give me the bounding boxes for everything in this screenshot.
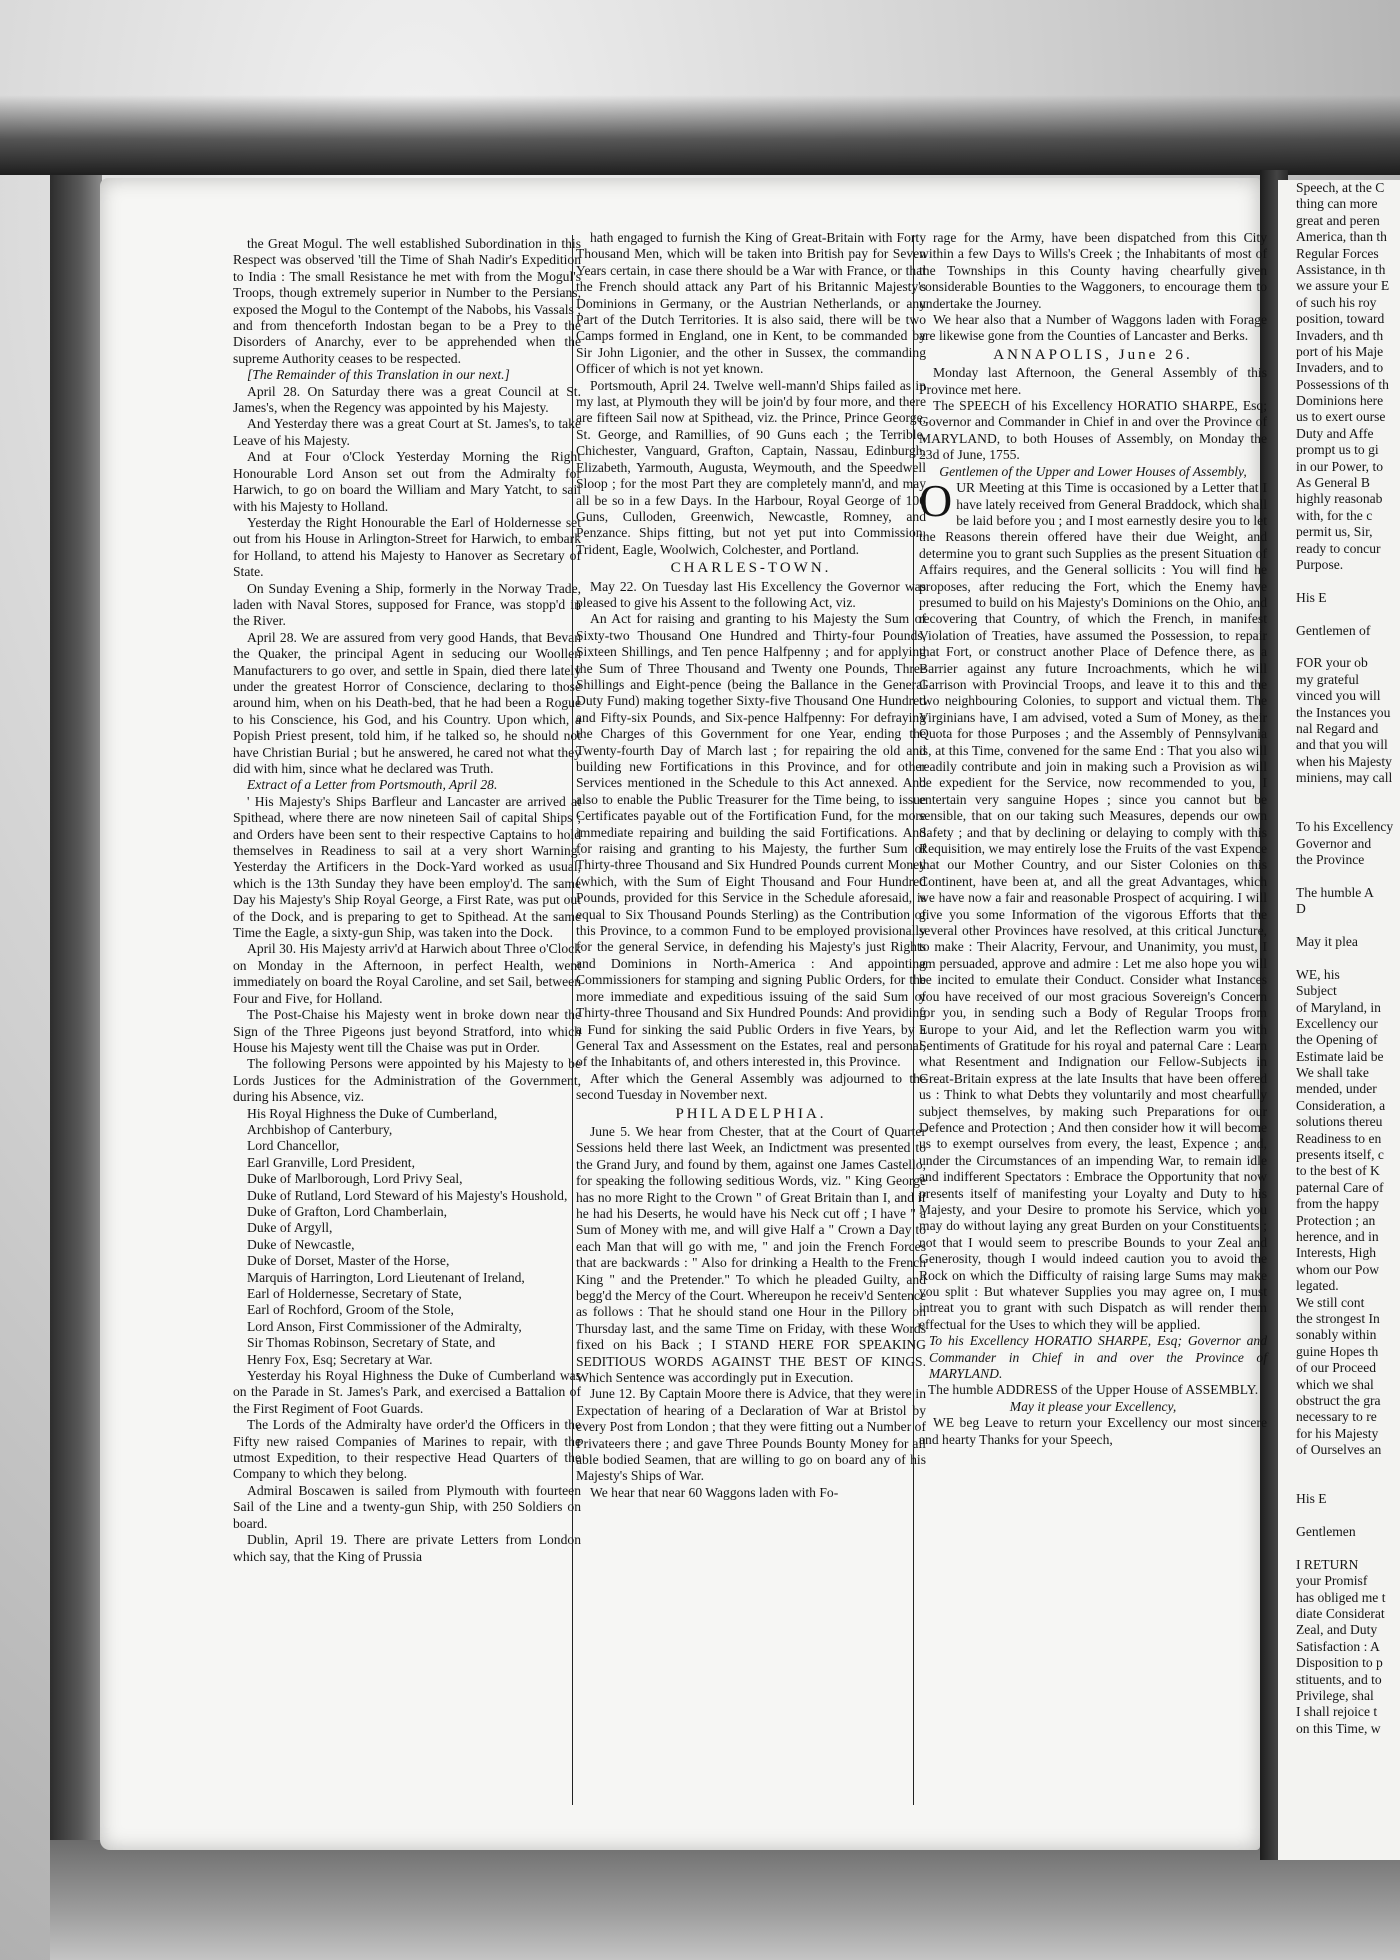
next-page-line: Duty and Affe bbox=[1296, 425, 1374, 441]
c1-list-paragraph: Duke of Newcastle, bbox=[247, 1236, 355, 1252]
next-page-fragment bbox=[1278, 180, 1400, 1860]
next-page-line: which we shal bbox=[1296, 1376, 1374, 1392]
next-page-line: the Province bbox=[1296, 852, 1365, 868]
next-page-line: I shall rejoice t bbox=[1296, 1704, 1378, 1720]
c3-c-paragraph: WE beg Leave to return your Excellency our most sincere and hearty Thanks for your Speech, bbox=[919, 1415, 1267, 1447]
c2-b-paragraph: An Act for raising and granting to his Majesty the Sum of Sixty-two Thousand One Hundred and Thirty-four Pounds, Sixteen Shillings, and Ten pence Halfpenny ; and for applying the Sum of Three Thousand and Twenty one Pounds, Three Shillings and Eight-pence (being the Ballance in the General Duty Fund) making together Sixty-five Thousand One Hundred and Fifty-six Pounds, and Six-pence Halfpenny: For defraying the Charges of this Government for one Year, ending the Twenty-fourth Day of March last ; for repairing the old and building new Fortifications in this Province, and for other Services mentioned in the Schedule to this Act annexed. And also to enable the Public Treasurer for the Time being, to issue Certificates payable out of the Fortification Fund, for the more immediate repairing and building the said Fortifications. And for raising and granting to his Majesty, the further Sum of Thirty-three Thousand and Six Hundred Pounds current Money (which, with the Sum of Eight Thousand and Four Hundred Pounds, provided for this Service in the Schedule aforesaid, is equal to Six Thousand Pounds Sterling) as the Contribution of this Province, to a common Fund to be employed provisionally for the general Service, in defending his Majesty's just Rights and Dominions in North-America : And appointing Commissioners for stamping and signing Public Orders, for the more immediate and expeditious issuing of the said Sum of Thirty-three Thousand and Six Hundred Pounds: And providing a Fund for sinking the said Public Orders in five Years, by a General Tax and Assessment on the Estates, real and personal, of the Inhabitants of, and others interested in, this Province. bbox=[576, 611, 926, 1070]
next-page-line: the Opening of bbox=[1296, 1032, 1378, 1048]
next-page-line: Speech, at the C bbox=[1296, 180, 1385, 195]
next-page-line: of Ourselves an bbox=[1296, 1442, 1382, 1458]
next-page-line: Governor and bbox=[1296, 835, 1372, 851]
next-page-line: Dominions here bbox=[1296, 393, 1384, 409]
next-page-line: from the happy bbox=[1296, 1196, 1380, 1212]
heading-annapolis: ANNAPOLIS, June 26. bbox=[993, 346, 1193, 363]
next-page-line: whom our Pow bbox=[1296, 1261, 1380, 1277]
c1-tail-paragraph: Yesterday his Royal Highness the Duke of Cumberland was on the Parade in St. James's Park, and exercised a Battalion of the First Regiment of Foot Guards. bbox=[233, 1368, 581, 1416]
c1-main-paragraph: April 28. On Saturday there was a great Council at St. James's, when the Regency was appointed by his Majesty. bbox=[233, 383, 581, 416]
c1-tail-paragraph: Admiral Boscawen is sailed from Plymouth with fourteen Sail of the Line and a twenty-gun Ship, with 250 Soldiers on board. bbox=[233, 1482, 581, 1531]
philadelphia-news bbox=[576, 1124, 926, 1501]
next-page-line: Regular Forces bbox=[1296, 245, 1379, 261]
next-page-line: to the best of K bbox=[1296, 1163, 1380, 1179]
next-page-line: and that you will bbox=[1296, 737, 1388, 753]
c2-c-paragraph: June 12. By Captain Moore there is Advice, that they were in Expectation of hearing of a Declaration of War at Bristol by every Post from London ; that they were fitting out a Number of Privateers there ; and gave Three Pounds Bounty Money for all able bodied Seamen, that are willing to go on board any of his Majesty's Ships of War. bbox=[576, 1386, 926, 1484]
next-page-line: my grateful bbox=[1296, 671, 1360, 687]
next-page-line: mended, under bbox=[1296, 1081, 1377, 1097]
next-page-line: stituents, and to bbox=[1296, 1671, 1382, 1687]
next-page-line: legated. bbox=[1296, 1278, 1339, 1294]
c3-c-paragraph: To his Excellency HORATIO SHARPE, Esq; Governor and Commander in Chief in and over the Province of MARYLAND. bbox=[929, 1333, 1267, 1382]
next-page-line: diate Considerat bbox=[1296, 1605, 1385, 1621]
next-page-line bbox=[1296, 606, 1400, 622]
next-page-line: To his Excellency bbox=[1296, 819, 1394, 835]
c1-main-paragraph: April 28. We are assured from very good Hands, that Bevan the Quaker, the principal Agent in seducing our Woollen Manufacturers to go over, and settle in Spain, died there lately under the greatest Horror of Conscience, declaring to those around him, when on his Death-bed, that he had been a Rogue to his Conscience, his God, and his Country. Upon which, a Popish Priest present, told him, if he talked so, he should not have Christian Burial ; but he answered, he cared not what they did with him, since what he declared was Truth. bbox=[233, 629, 581, 776]
c1-main-paragraph: The Post-Chaise his Majesty went in broke down near the Sign of the Three Pigeons just beyond Stratford, into which House his Majesty went till the Chaise was put in Order. bbox=[233, 1007, 581, 1055]
c1-main-paragraph: [The Remainder of this Translation in our next.] bbox=[247, 367, 510, 383]
next-page-line bbox=[1296, 1540, 1400, 1556]
next-page-line: of such his roy bbox=[1296, 294, 1377, 310]
c1-main-paragraph: April 30. His Majesty arriv'd at Harwich about Three o'Clock on Monday in the Afternoon, in perfect Health, went immediately on board the Royal Caroline, and set Sail, between Four and Five, for Holland. bbox=[233, 941, 581, 1006]
next-page-line: WE, his bbox=[1296, 966, 1340, 982]
next-page-line bbox=[1296, 1458, 1400, 1474]
next-page-line: solutions thereu bbox=[1296, 1114, 1383, 1130]
next-page-line: ready to concur bbox=[1296, 540, 1381, 556]
next-page-line: with, for the c bbox=[1296, 507, 1373, 523]
c1-list-paragraph: Lord Anson, First Commissioner of the Admiralty, bbox=[247, 1318, 522, 1334]
next-page-line: Purpose. bbox=[1296, 556, 1344, 572]
next-page-line: your Promisf bbox=[1296, 1573, 1368, 1589]
next-page-line: necessary to re bbox=[1296, 1409, 1377, 1425]
next-page-line: in our Power, to bbox=[1296, 458, 1384, 474]
c1-main-paragraph: Yesterday the Right Honourable the Earl of Holdernesse set out from his House in Arlington-Street for Harwich, to embark for Holland, to attend his Majesty to Hanover as Secretary of State. bbox=[233, 514, 581, 580]
heading-charles-town: CHARLES-TOWN. bbox=[670, 560, 832, 577]
c1-list-paragraph: Duke of Marlborough, Lord Privy Seal, bbox=[247, 1171, 463, 1187]
lords-justices-list bbox=[233, 1106, 581, 1369]
next-page-line bbox=[1296, 639, 1400, 655]
next-page-line: of our Proceed bbox=[1296, 1360, 1377, 1376]
next-page-line: herence, and in bbox=[1296, 1229, 1379, 1244]
next-page-line bbox=[1296, 1508, 1400, 1524]
next-page-line: Invaders, and th bbox=[1296, 327, 1384, 343]
next-page-line: sonably within bbox=[1296, 1327, 1377, 1343]
next-page-line: Protection ; an bbox=[1296, 1212, 1376, 1228]
next-page-line: when his Majesty bbox=[1296, 753, 1392, 769]
column-2-articles bbox=[576, 230, 926, 558]
c1-main-paragraph: the Great Mogul. The well established Subordination in this Respect was observed 'till the Time of Shah Nadir's Expedition to India : The small Resistance he met with from the Mogul's Troops, though extremely superior in Number to the Persians, exposed the Mogul to the Contempt of the Nabobs, his Vassals ; and from thenceforth Indostan began to be a Prey to the Disorders of Anarchy, ever to be apprehended when the supreme Authority ceases to be respected. bbox=[233, 236, 581, 366]
next-page-line: presents itself, c bbox=[1296, 1147, 1384, 1163]
next-page-line: FOR your ob bbox=[1296, 655, 1368, 671]
c1-main-paragraph: And Yesterday there was a great Court at St. James's, to take Leave of his Majesty. bbox=[233, 416, 581, 448]
book-edge-left bbox=[50, 175, 102, 1880]
c3-a-paragraph: rage for the Army, have been dispatched from this City within a few Days to Wills's Creek ; the Inhabitants of most of the Townships in this County having chearfully given considerable Bounties to the Waggoners, to encourage them to undertake the Journey. bbox=[919, 230, 1267, 311]
c1-main-paragraph: On Sunday Evening a Ship, formerly in the Norway Trade, laden with Naval Stores, supposed for France, was stopp'd in the River. bbox=[233, 580, 581, 629]
next-page-line: guine Hopes th bbox=[1296, 1343, 1379, 1359]
next-page-line: As General B bbox=[1296, 475, 1370, 491]
next-page-line: D bbox=[1296, 901, 1306, 917]
upper-house-address bbox=[919, 1333, 1267, 1448]
column-3 bbox=[919, 230, 1267, 1448]
next-page-line: us to exert ourse bbox=[1296, 409, 1386, 425]
c1-list-paragraph: Marquis of Harrington, Lord Lieutenant of Ireland, bbox=[247, 1269, 525, 1285]
column-1-articles bbox=[233, 236, 581, 1106]
next-page-line: of Maryland, in bbox=[1296, 999, 1381, 1015]
c1-list-paragraph: Henry Fox, Esq; Secretary at War. bbox=[247, 1351, 433, 1367]
c2-b-paragraph: May 22. On Tuesday last His Excellency the Governor was pleased to give his Assent to the following Act, viz. bbox=[576, 578, 926, 610]
next-page-line: Assistance, in th bbox=[1296, 261, 1386, 277]
next-page-line: We shall take bbox=[1296, 1065, 1369, 1081]
next-page-line: thing can more bbox=[1296, 196, 1378, 212]
c1-list-paragraph: Duke of Rutland, Lord Steward of his Majesty's Houshold, bbox=[247, 1187, 568, 1203]
next-page-line: on this Time, w bbox=[1296, 1720, 1381, 1736]
next-page-line: Gentlemen of bbox=[1296, 622, 1371, 638]
c1-main-paragraph: Extract of a Letter from Portsmouth, April 28. bbox=[247, 777, 498, 793]
next-page-line: I RETURN bbox=[1296, 1556, 1359, 1572]
next-page-line: Readiness to en bbox=[1296, 1130, 1382, 1146]
c2-c-paragraph: We hear that near 60 Waggons laden with Fo- bbox=[590, 1484, 839, 1500]
next-page-line: nal Regard and bbox=[1296, 720, 1379, 736]
scan-shadow-band bbox=[0, 95, 1400, 175]
c3-c-paragraph: The humble ADDRESS of the Upper House of ASSEMBLY. bbox=[927, 1382, 1259, 1398]
next-page-line: the strongest In bbox=[1296, 1310, 1380, 1326]
next-page-line: His E bbox=[1296, 589, 1327, 605]
next-page-line bbox=[1296, 1475, 1400, 1491]
c2-b-paragraph: After which the General Assembly was adjourned to the second Tuesday in November next. bbox=[576, 1070, 926, 1103]
governor-speech bbox=[919, 475, 1267, 1333]
next-page-line: the Instances you bbox=[1296, 704, 1391, 720]
c3-b-paragraph: Gentlemen of the Upper and Lower Houses of Assembly, bbox=[939, 463, 1247, 479]
c1-list-paragraph: Sir Thomas Robinson, Secretary of State, and bbox=[247, 1335, 496, 1351]
c3-b-paragraph: Monday last Afternoon, the General Assembly of this Province met here. bbox=[919, 365, 1267, 397]
heading-philadelphia: PHILADELPHIA. bbox=[675, 1105, 827, 1122]
c3-c-paragraph: May it please your Excellency, bbox=[1009, 1398, 1177, 1414]
c1-list-paragraph: Lord Chancellor, bbox=[247, 1138, 340, 1154]
c2-c-paragraph: June 5. We hear from Chester, that at the Court of Quarter Sessions held there last Week, an Indictment was presented to the Grand Jury, and found by them, against one James Castello, for speaking the following seditious Words, viz. " King George has no more Right to the Crown " of Great Britain than I, and if he had his Deserts, he would have his Neck cut off ; I have " a Sum of Money with me, and will give Half a " Crown a Day to each Man that will go with me, " and join the French Forces that are backwards : " Also for drinking a Health to the French King " and the Pretender." To which he pleaded Guilty, and begg'd the Mercy of the Court. Whereupon he receiv'd Sentence as follows : That he should stand one Hour in the Pillory on Thursday last, and the same Time on Friday, with these Words fixed on his Back ; I STAND HERE FOR SPEAKING SEDITIOUS WORDS AGAINST THE BEST OF KINGS. Which Sentence was accordingly put in Execution. bbox=[576, 1123, 926, 1386]
c1-tail-paragraph: Dublin, April 19. There are private Letters from London which say, that the King of Prussia bbox=[233, 1532, 581, 1564]
next-page-line: great and peren bbox=[1296, 212, 1380, 228]
c1-list-paragraph: Duke of Dorset, Master of the Horse, bbox=[247, 1253, 450, 1269]
next-page-line: miniens, may call bbox=[1296, 770, 1393, 786]
next-page-line bbox=[1296, 918, 1400, 934]
book-edge-bottom bbox=[50, 1840, 1400, 1960]
drop-cap: O bbox=[919, 475, 953, 527]
next-page-line: Zeal, and Duty bbox=[1296, 1622, 1378, 1638]
column-2 bbox=[576, 230, 926, 1501]
column-3-articles bbox=[919, 230, 1267, 345]
next-page-line: Satisfaction : A bbox=[1296, 1638, 1380, 1654]
c1-list-paragraph: Duke of Argyll, bbox=[247, 1220, 333, 1236]
next-page-line: obstruct the gra bbox=[1296, 1392, 1381, 1408]
c3-a-paragraph: We hear also that a Number of Waggons laden with Forage are likewise gone from the Counties of Lancaster and Berks. bbox=[919, 312, 1267, 344]
next-page-line: Interests, High bbox=[1296, 1245, 1377, 1261]
c1-list-paragraph: Earl of Holdernesse, Secretary of State, bbox=[247, 1286, 462, 1301]
next-page-line: May it plea bbox=[1296, 933, 1358, 949]
next-page-line: Disposition to p bbox=[1296, 1655, 1383, 1671]
next-page-text bbox=[1278, 180, 1400, 1737]
next-page-line: paternal Care of bbox=[1296, 1179, 1384, 1195]
c1-list-paragraph: Earl Granville, Lord President, bbox=[247, 1154, 415, 1170]
column-1-tail bbox=[233, 1368, 581, 1565]
annapolis-news bbox=[919, 365, 1267, 480]
c1-main-paragraph: ' His Majesty's Ships Barfleur and Lancaster are arrived at Spithead, where there are now nineteen Sail of capital Ships ; and Orders have been sent to their respective Captains to hold themselves in Readiness to sail at a very short Warning. Yesterday the Artificers in the Dock-Yard worked as usual, which is the 13th Sunday they have been employ'd. The same Day his Majesty's Ship Royal George, a First Rate, was put out of the Dock, and is preparing to get to Spithead. At the same Time the Eagle, a sixty-gun Ship, was taken into the Dock. bbox=[233, 793, 581, 941]
next-page-line: vinced you will bbox=[1296, 688, 1381, 704]
c1-tail-paragraph: The Lords of the Admiralty have order'd the Officers in the Fifty new raised Companies of Marines to repair, with the utmost Expedition, to their respective Head Quarters of the Company to which they belong. bbox=[233, 1417, 581, 1482]
next-page-line: Estimate laid be bbox=[1296, 1048, 1384, 1064]
c1-list-paragraph: Archbishop of Canterbury, bbox=[247, 1121, 393, 1137]
charles-town-news bbox=[576, 579, 926, 1104]
next-page-line: for his Majesty bbox=[1296, 1425, 1379, 1441]
next-page-line bbox=[1296, 950, 1400, 966]
next-page-line: The humble A bbox=[1296, 884, 1374, 900]
next-page-line: Consideration, a bbox=[1296, 1097, 1386, 1113]
next-page-line: has obliged me t bbox=[1296, 1589, 1386, 1605]
next-page-line: port of his Maje bbox=[1296, 343, 1384, 359]
c1-main-paragraph: And at Four o'Clock Yesterday Morning the Right Honourable Lord Anson set out from the Admiralty for Harwich, to go on board the William and Mary Yatcht, to sail with his Majesty to Holland. bbox=[233, 449, 581, 514]
next-page-line: Excellency our bbox=[1296, 1015, 1378, 1031]
c1-main-paragraph: The following Persons were appointed by his Majesty to be Lords Justices for the Administration of the Government, during his Absence, viz. bbox=[233, 1056, 581, 1105]
next-page-line: America, than th bbox=[1296, 229, 1387, 245]
c2-a-paragraph: hath engaged to furnish the King of Great-Britain with Forty Thousand Men, which will be taken into British pay for Seven Years certain, in case there should be a War with France, or that the French should attack any Part of his Britannic Majesty's Dominions in Germany, or the Austrian Netherlands, or any Part of the Dutch Territories. It is also said, there will be two Camps formed in England, one in Kent, to be commanded by Sir John Ligonier, and the other in Sussex, the commanding Officer of which is not yet known. bbox=[576, 230, 926, 377]
governor-speech-text: UR Meeting at this Time is occasioned by a Letter that I have lately received from General Braddock, which shall be laid before you ; and I most earnestly desire you to let the Reasons therein offered have their due Weight, and determine you to grant such Supplies as the present Situation of Affairs requires, and the General sollicits : You will find he proposes, after reducing the Fort, which the Enemy have presumed to build on his Majesty's Dominions on the Ohio, and recovering that Country, of which the French, in manifest Violation of Treaties, have assumed the Possession, to repair that Fort, or construct another Place of Defence there, as a Barrier against any future Incroachments, which he will Garrison with Provincial Troops, and leave it to this and the two neighbouring Colonies, to support and victual them. The Virginians have, I am advised, voted a Sum of Money, as their Quota for those Purposes ; and the Assembly of Pennsylvania is, at this Time, convened for the same End : That you also will readily contribute and join in making such a Provision as will be expedient for the Service, now recommended to you, I entertain very sanguine Hopes ; since you cannot but be sensible, that on our taking such Measures, depends our own Safety ; and that by declining or delaying to comply with this Requisition, we may entirely lose the Fruits of the vast Expence that our Mother Country, and our Sister Colonies on this Continent, have been at, and all the great Advantages, which we have now a fair and reasonable Prospect of acquiring. I will give you some Information of the vigorous Efforts that the several other Provinces have resolved, at this critical Juncture, to make : Their Alacrity, Fervour, and Unanimity, you must, I am persuaded, approve and admire : Let me also hope you will be incited to emulate their Conduct. Consider what Instances you have received of our most gracious Sovereign's Concern for you, in sending such a Body of Regular Troops from Europe to your Aid, and let the Reflection warm you with Sentiments of Gratitude for his royal and paternal Care : Learn what Resentment and Indignation our Fellow-Subjects in Great-Britain express at the late Insults that have been offered us : Think to what Debts they voluntarily and most chearfully subject themselves, by making such Preparations for our Defence and Protection ; And then consider how it will become us to exempt ourselves from every, the least, Expence ; and, under the Circumstances of an impending War, to remain idle and indifferent Spectators : Embrace the Opportunity that now presents itself of manifesting your Loyalty and Duty to his Majesty, and your Desire to promote his Service, which you may do without laying any great Burden on your Constituents ; not that I would seem to prescribe Bounds to your Zeal and Generosity, though I would indeed caution you to avoid the Rock on which the Difficulty of raising large Sums may make you split : But whatever Supplies you may agree on, I must intreat you to grant with such Dispatch as will render them effectual for the Uses to which they will be applied. bbox=[919, 480, 1267, 1332]
c2-a-paragraph: Portsmouth, April 24. Twelve well-mann'd Ships failed as in my last, at Plymouth they will be join'd by four more, and there are fifteen Sail now at Spithead, viz. the Prince, Prince George, St. George, and Ramillies, of 90 Guns each ; the Terrible, Chichester, Vanguard, Grafton, Captain, Nassau, Edinburgh, Elizabeth, Yarmouth, Augusta, Weymouth, and the Speedwell Sloop ; for the most Part they are completely mann'd, and may all be so in a few Days. In the Harbour, Royal George of 100 Guns, Culloden, Greenwich, Newcastle, Romney, and Penzance. Ships fitting, but not yet put into Commission, Trident, Eagle, Woolwich, Colchester, and Portland. bbox=[576, 377, 926, 557]
next-page-line: Gentlemen bbox=[1296, 1524, 1356, 1540]
c1-list-paragraph: His Royal Highness the Duke of Cumberland, bbox=[247, 1105, 498, 1121]
next-page-line: Subject bbox=[1296, 983, 1337, 999]
next-page-line: position, toward bbox=[1296, 311, 1385, 327]
c1-list-paragraph: Earl of Rochford, Groom of the Stole, bbox=[247, 1302, 454, 1318]
next-page-line: We still cont bbox=[1296, 1294, 1365, 1310]
next-page-line bbox=[1296, 573, 1400, 589]
next-page-line: we assure your E bbox=[1296, 278, 1390, 294]
next-page-line bbox=[1296, 803, 1400, 819]
next-page-line: His E bbox=[1296, 1491, 1327, 1507]
c3-b-paragraph: The SPEECH of his Excellency HORATIO SHARPE, Esq; Governor and Commander in Chief in and over the Province of MARYLAND, to both Houses of Assembly, on Monday the 23d of June, 1755. bbox=[919, 398, 1267, 463]
next-page-line: highly reasonab bbox=[1296, 491, 1383, 507]
next-page-line: Invaders, and to bbox=[1296, 360, 1384, 376]
next-page-line: prompt us to gi bbox=[1296, 442, 1379, 458]
c1-list-paragraph: Duke of Grafton, Lord Chamberlain, bbox=[247, 1203, 448, 1219]
next-page-line bbox=[1296, 786, 1400, 802]
column-1 bbox=[233, 236, 581, 1565]
next-page-line: permit us, Sir, bbox=[1296, 524, 1373, 540]
next-page-line: Possessions of th bbox=[1296, 376, 1389, 392]
next-page-line: Privilege, shal bbox=[1296, 1687, 1374, 1703]
next-page-line bbox=[1296, 868, 1400, 884]
